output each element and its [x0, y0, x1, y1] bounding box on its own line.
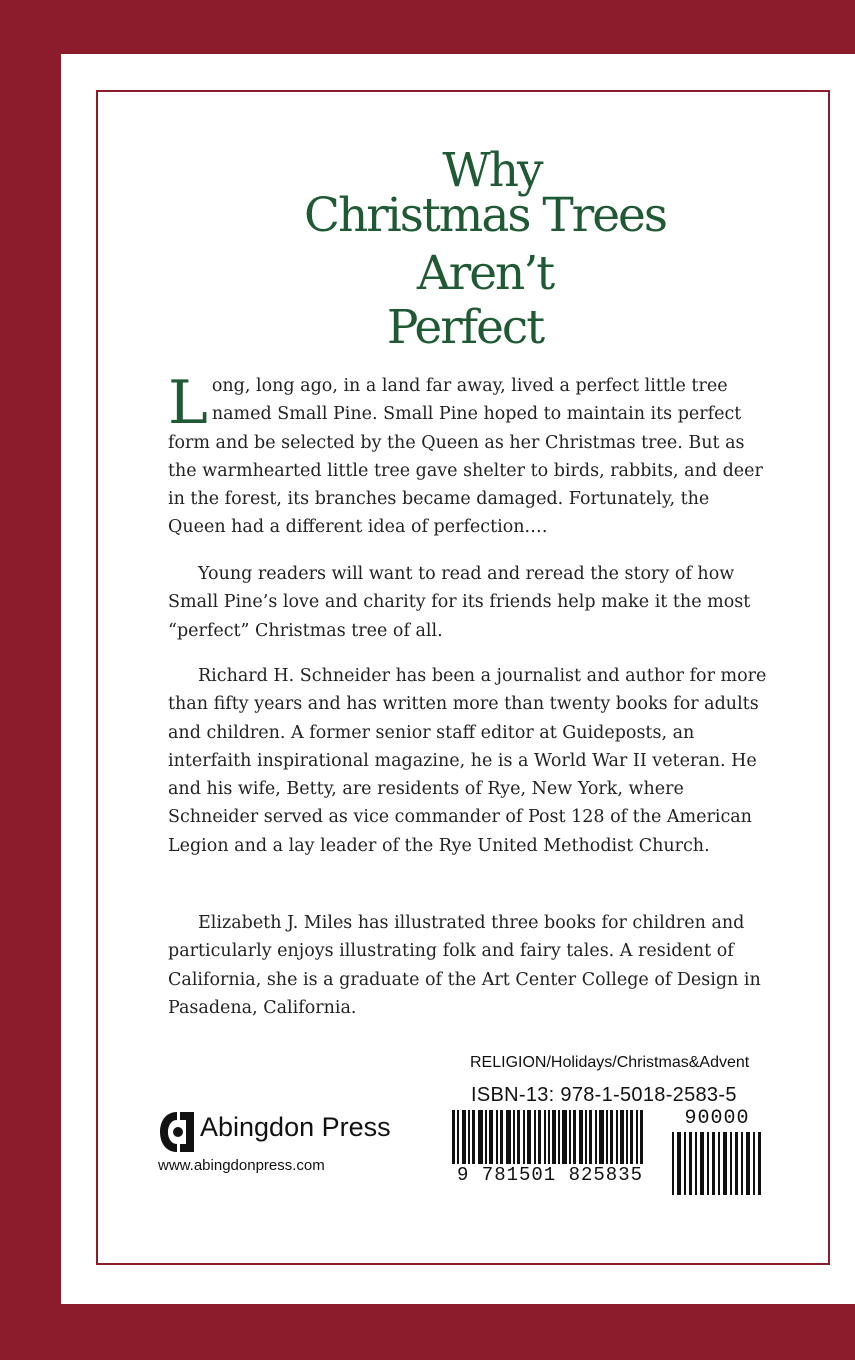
drop-cap: L [168, 368, 208, 438]
title-line-4: Perfect [386, 300, 544, 355]
publisher-website: www.abingdonpress.com [158, 1157, 325, 1174]
title-line-3: Aren’t [416, 246, 554, 301]
category-label: RELIGION/Holidays/Christmas&Advent [470, 1054, 750, 1071]
title-line-2: Christmas Trees [304, 188, 666, 243]
illustrator-bio: Elizabeth J. Miles has illustrated three books for children and particularly enjoys illustrating folk and fairy tales. A resident of California, she is a graduate of the Art Center College of Design in Pasadena, California. [168, 913, 761, 1018]
abingdon-logo-icon [158, 1110, 196, 1154]
price-code: 90000 [672, 1107, 762, 1130]
barcode-number: 9 781501 825835 [452, 1164, 648, 1186]
publisher-name: Abingdon Press [200, 1112, 391, 1142]
title-line-1: Why [442, 143, 542, 198]
blurb-paragraph-1 [168, 368, 768, 542]
isbn-label: ISBN-13: 978-1-5018-2583-5 [471, 1084, 737, 1106]
blurb-paragraph-2: Young readers will want to read and reread the story of how Small Pine’s love and charity for its friends help make it the most “perfect” Christmas tree of all. [168, 564, 751, 641]
blurb-paragraph-1-text: ong, long ago, in a land far away, lived a perfect little tree named Small Pine. Small Pine hoped to maintain its perfect form and be selected by the Queen as her Christmas tree. But as the warmhearted little tree gave shelter to birds, rabbits, and deer in the forest, its branches became damaged. Fortunately, the Queen had a different idea of perfection.… [168, 376, 763, 538]
author-bio: Richard H. Schneider has been a journalist and author for more than fifty years and has written more than twenty books for adults and children. A former senior staff editor at Guideposts, an interfaith inspirational magazine, he is a World War II veteran. He and his wife, Betty, are residents of Rye, New York, where Schneider served as vice commander of Post 128 of the American Legion and a lay leader of the Rye United Methodist Church. [168, 666, 767, 856]
